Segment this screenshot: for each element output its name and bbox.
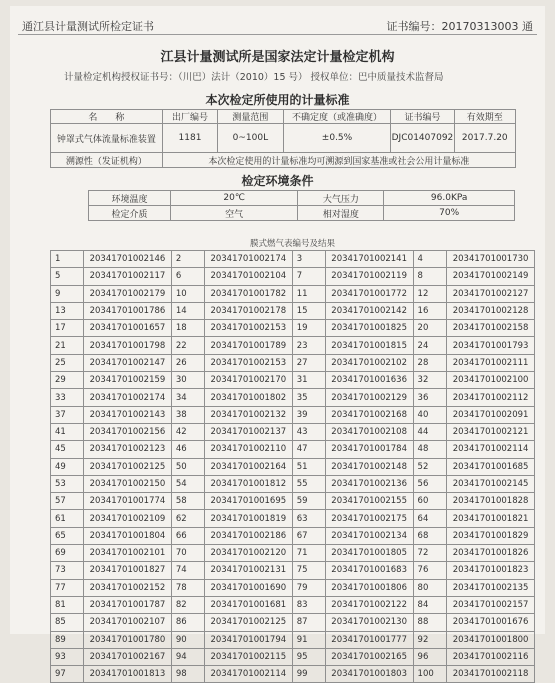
meter-serial: 20341701001802	[204, 389, 292, 406]
meter-index: 37	[51, 406, 84, 423]
standard-valid: 2017.7.20	[454, 124, 515, 153]
meters-body	[51, 251, 535, 683]
table-row	[51, 423, 535, 440]
meter-serial: 20341701001828	[447, 493, 535, 510]
meter-serial: 20341701002115	[204, 648, 292, 665]
meter-index: 86	[171, 614, 204, 631]
meter-index: 52	[413, 458, 447, 475]
meter-index: 87	[292, 614, 325, 631]
meter-index: 62	[171, 510, 204, 527]
environment-title: 检定环境条件	[241, 174, 314, 188]
meter-serial: 20341701001685	[447, 458, 535, 475]
meter-serial: 20341701001695	[204, 493, 292, 510]
medium-label: 检定介质	[89, 206, 171, 221]
meter-index: 24	[413, 337, 447, 354]
meter-serial: 20341701002110	[204, 441, 292, 458]
meter-index: 64	[413, 510, 447, 527]
meter-index: 25	[51, 354, 84, 371]
meter-serial: 20341701002127	[447, 285, 535, 302]
meter-index: 77	[51, 579, 84, 596]
meters-table	[50, 236, 535, 683]
table-row	[51, 475, 535, 492]
meter-index: 49	[51, 458, 84, 475]
meter-serial: 20341701001813	[84, 666, 172, 683]
table-row	[51, 579, 535, 596]
meter-index: 19	[292, 320, 325, 337]
meter-index: 54	[171, 475, 204, 492]
meter-serial: 20341701001676	[447, 614, 535, 631]
meter-serial: 20341701002153	[204, 320, 292, 337]
meter-index: 22	[171, 337, 204, 354]
meter-index: 83	[292, 596, 325, 613]
environment-row-2	[89, 206, 515, 221]
meter-index: 29	[51, 372, 84, 389]
meter-serial: 20341701002150	[84, 475, 172, 492]
meter-serial: 20341701001806	[325, 579, 413, 596]
meter-index: 96	[413, 648, 447, 665]
meter-index: 67	[292, 527, 325, 544]
table-row	[51, 458, 535, 475]
meter-index: 41	[51, 423, 84, 440]
meter-serial: 20341701002137	[204, 423, 292, 440]
meter-serial: 20341701002164	[204, 458, 292, 475]
meter-index: 84	[413, 596, 447, 613]
meter-serial: 20341701002128	[447, 302, 535, 319]
meter-serial: 20341701001829	[447, 527, 535, 544]
meter-index: 23	[292, 337, 325, 354]
meter-serial: 20341701002104	[204, 268, 292, 285]
standards-table	[50, 109, 516, 168]
meter-serial: 20341701001784	[325, 441, 413, 458]
meter-serial: 20341701002108	[325, 423, 413, 440]
meter-serial: 20341701002102	[325, 354, 413, 371]
meter-serial: 20341701001803	[325, 666, 413, 683]
humidity-label: 相对湿度	[298, 206, 384, 221]
meter-serial: 20341701002146	[84, 251, 172, 268]
standard-range: 0~100L	[218, 124, 283, 153]
traceability-text: 本次检定使用的计量标准均可溯源到国家基准或社会公用计量标准	[162, 153, 515, 168]
meter-serial: 20341701001774	[84, 493, 172, 510]
meter-index: 71	[292, 545, 325, 562]
standards-title: 本次检定所使用的计量标准	[205, 93, 350, 107]
meter-index: 61	[51, 510, 84, 527]
meter-index: 3	[292, 251, 325, 268]
table-row	[51, 614, 535, 631]
meter-serial: 20341701001825	[325, 320, 413, 337]
col-valid: 有效期至	[454, 110, 515, 124]
meter-index: 16	[413, 302, 447, 319]
meter-index: 1	[51, 251, 84, 268]
meter-index: 80	[413, 579, 447, 596]
meter-index: 13	[51, 302, 84, 319]
medium-value: 空气	[170, 206, 297, 221]
certificate-page	[10, 6, 545, 680]
table-row	[51, 268, 535, 285]
meter-index: 48	[413, 441, 447, 458]
meter-index: 28	[413, 354, 447, 371]
meter-index: 98	[171, 666, 204, 683]
meter-index: 66	[171, 527, 204, 544]
environment-row-1	[89, 191, 515, 206]
meter-index: 34	[171, 389, 204, 406]
temp-value: 20℃	[170, 191, 297, 206]
org-title: 通江县计量测试所检定证书	[22, 20, 154, 33]
meter-index: 72	[413, 545, 447, 562]
meter-index: 4	[413, 251, 447, 268]
table-row	[51, 337, 535, 354]
meter-index: 27	[292, 354, 325, 371]
meter-index: 14	[171, 302, 204, 319]
meter-serial: 20341701001798	[84, 337, 172, 354]
meter-index: 45	[51, 441, 84, 458]
meter-serial: 20341701002129	[325, 389, 413, 406]
meter-index: 69	[51, 545, 84, 562]
meter-index: 65	[51, 527, 84, 544]
table-row	[51, 545, 535, 562]
meter-serial: 20341701002107	[84, 614, 172, 631]
meter-index: 88	[413, 614, 447, 631]
meter-index: 58	[171, 493, 204, 510]
meter-index: 79	[292, 579, 325, 596]
meter-serial: 20341701002153	[204, 354, 292, 371]
meter-index: 95	[292, 648, 325, 665]
meter-serial: 20341701002170	[204, 372, 292, 389]
meter-serial: 20341701002131	[204, 562, 292, 579]
meter-index: 81	[51, 596, 84, 613]
humidity-value: 70%	[384, 206, 515, 221]
meter-serial: 20341701002143	[84, 406, 172, 423]
meter-index: 46	[171, 441, 204, 458]
meter-index: 75	[292, 562, 325, 579]
meter-index: 20	[413, 320, 447, 337]
meter-serial: 20341701001805	[325, 545, 413, 562]
table-row	[51, 251, 535, 268]
meter-serial: 20341701002091	[447, 406, 535, 423]
col-range: 测量范围	[218, 110, 283, 124]
meter-index: 92	[413, 631, 447, 648]
table-row	[51, 666, 535, 683]
meter-index: 82	[171, 596, 204, 613]
meter-serial: 20341701002165	[325, 648, 413, 665]
table-row	[51, 631, 535, 648]
traceability-row	[51, 153, 516, 168]
col-cert: 证书编号	[391, 110, 454, 124]
meter-index: 38	[171, 406, 204, 423]
meter-index: 50	[171, 458, 204, 475]
meter-serial: 20341701002167	[84, 648, 172, 665]
meter-index: 9	[51, 285, 84, 302]
table-row	[51, 596, 535, 613]
meter-serial: 20341701002156	[84, 423, 172, 440]
page-header	[18, 16, 537, 35]
col-uncertainty: 不确定度（或准确度）	[283, 110, 391, 124]
meter-index: 30	[171, 372, 204, 389]
table-row	[51, 648, 535, 665]
meter-index: 39	[292, 406, 325, 423]
meter-index: 97	[51, 666, 84, 683]
meter-serial: 20341701002125	[204, 614, 292, 631]
meter-serial: 20341701002125	[84, 458, 172, 475]
meter-serial: 20341701002179	[84, 285, 172, 302]
meter-serial: 20341701002122	[325, 596, 413, 613]
meter-index: 60	[413, 493, 447, 510]
meter-index: 51	[292, 458, 325, 475]
authorization-line: 计量检定机构授权证书号：（川巴）法计（2010）15 号） 授权单位：巴中质量技术监督局	[64, 72, 444, 83]
table-row	[51, 320, 535, 337]
meter-index: 43	[292, 423, 325, 440]
meters-caption: 膜式燃气表编号及结果	[249, 239, 335, 249]
standard-name: 钟罩式气体流量标准装置	[51, 124, 163, 153]
pressure-value: 96.0KPa	[384, 191, 515, 206]
meter-serial: 20341701001812	[204, 475, 292, 492]
meter-index: 91	[292, 631, 325, 648]
meter-index: 12	[413, 285, 447, 302]
standard-cert: DJC01407092	[391, 124, 454, 153]
meter-serial: 20341701001804	[84, 527, 172, 544]
meter-serial: 20341701001786	[84, 302, 172, 319]
meter-serial: 20341701002152	[84, 579, 172, 596]
table-row	[51, 510, 535, 527]
col-serial: 出厂编号	[162, 110, 217, 124]
meter-serial: 20341701002157	[447, 596, 535, 613]
meter-serial: 20341701002132	[204, 406, 292, 423]
meter-index: 68	[413, 527, 447, 544]
meter-serial: 20341701001819	[204, 510, 292, 527]
meter-index: 57	[51, 493, 84, 510]
meter-index: 56	[413, 475, 447, 492]
meter-serial: 20341701001793	[447, 337, 535, 354]
meter-serial: 20341701001683	[325, 562, 413, 579]
meter-serial: 20341701001730	[447, 251, 535, 268]
meter-index: 55	[292, 475, 325, 492]
table-row	[51, 493, 535, 510]
meter-serial: 20341701001681	[204, 596, 292, 613]
meter-index: 17	[51, 320, 84, 337]
meter-serial: 20341701001794	[204, 631, 292, 648]
meter-index: 36	[413, 389, 447, 406]
table-row	[51, 372, 535, 389]
meter-index: 5	[51, 268, 84, 285]
meter-serial: 20341701002168	[325, 406, 413, 423]
temp-label: 环境温度	[89, 191, 171, 206]
meter-serial: 20341701001815	[325, 337, 413, 354]
meter-serial: 20341701001823	[447, 562, 535, 579]
meter-index: 99	[292, 666, 325, 683]
meter-index: 26	[171, 354, 204, 371]
meter-serial: 20341701002121	[447, 423, 535, 440]
traceability-label: 溯源性（发证机构）	[51, 153, 163, 168]
meter-index: 11	[292, 285, 325, 302]
meter-serial: 20341701002155	[325, 493, 413, 510]
meter-index: 18	[171, 320, 204, 337]
table-row	[51, 389, 535, 406]
meter-serial: 20341701002147	[84, 354, 172, 371]
meter-index: 42	[171, 423, 204, 440]
institute-title: 江县计量测试所是国家法定计量检定机构	[160, 50, 395, 65]
meter-index: 53	[51, 475, 84, 492]
meter-serial: 20341701001827	[84, 562, 172, 579]
meter-serial: 20341701002158	[447, 320, 535, 337]
meter-index: 31	[292, 372, 325, 389]
meter-serial: 20341701002134	[325, 527, 413, 544]
meter-serial: 20341701002117	[84, 268, 172, 285]
meter-serial: 20341701002175	[325, 510, 413, 527]
meter-index: 76	[413, 562, 447, 579]
meter-serial: 20341701002141	[325, 251, 413, 268]
meter-index: 2	[171, 251, 204, 268]
meter-serial: 20341701002149	[447, 268, 535, 285]
meter-index: 63	[292, 510, 325, 527]
meter-index: 6	[171, 268, 204, 285]
meter-serial: 20341701001777	[325, 631, 413, 648]
meter-serial: 20341701002111	[447, 354, 535, 371]
meter-index: 47	[292, 441, 325, 458]
meter-serial: 20341701002178	[204, 302, 292, 319]
certificate-number: 证书编号：20170313003 通	[386, 20, 533, 33]
meter-serial: 20341701002118	[447, 666, 535, 683]
standard-serial: 1181	[162, 124, 217, 153]
table-row	[51, 354, 535, 371]
meter-serial: 20341701002100	[447, 372, 535, 389]
environment-table	[88, 190, 515, 221]
standards-row	[51, 124, 516, 153]
meter-serial: 20341701002174	[84, 389, 172, 406]
meter-index: 85	[51, 614, 84, 631]
meter-serial: 20341701002109	[84, 510, 172, 527]
meter-serial: 20341701001821	[447, 510, 535, 527]
table-row	[51, 527, 535, 544]
table-row	[51, 441, 535, 458]
meter-serial: 20341701001782	[204, 285, 292, 302]
table-row	[51, 285, 535, 302]
meter-serial: 20341701002120	[204, 545, 292, 562]
meter-serial: 20341701001636	[325, 372, 413, 389]
meter-index: 90	[171, 631, 204, 648]
meter-index: 15	[292, 302, 325, 319]
table-row	[51, 302, 535, 319]
meter-index: 89	[51, 631, 84, 648]
meter-serial: 20341701001789	[204, 337, 292, 354]
meter-serial: 20341701002114	[447, 441, 535, 458]
meter-index: 35	[292, 389, 325, 406]
meter-serial: 20341701001772	[325, 285, 413, 302]
meter-serial: 20341701001800	[447, 631, 535, 648]
meter-serial: 20341701002116	[447, 648, 535, 665]
meter-index: 7	[292, 268, 325, 285]
meter-serial: 20341701002148	[325, 458, 413, 475]
meter-serial: 20341701002136	[325, 475, 413, 492]
meter-index: 93	[51, 648, 84, 665]
meter-serial: 20341701001787	[84, 596, 172, 613]
pressure-label: 大气压力	[298, 191, 384, 206]
meter-index: 21	[51, 337, 84, 354]
col-name: 名 称	[51, 110, 163, 124]
meter-index: 8	[413, 268, 447, 285]
meter-serial: 20341701002145	[447, 475, 535, 492]
meter-index: 100	[413, 666, 447, 683]
table-row	[51, 406, 535, 423]
standard-uncertainty: ±0.5%	[283, 124, 391, 153]
meter-index: 78	[171, 579, 204, 596]
meter-serial: 20341701002101	[84, 545, 172, 562]
meter-index: 70	[171, 545, 204, 562]
meter-index: 73	[51, 562, 84, 579]
meter-serial: 20341701001826	[447, 545, 535, 562]
meter-serial: 20341701002112	[447, 389, 535, 406]
meter-serial: 20341701001690	[204, 579, 292, 596]
meter-index: 74	[171, 562, 204, 579]
meter-index: 94	[171, 648, 204, 665]
meter-index: 32	[413, 372, 447, 389]
meter-serial: 20341701002135	[447, 579, 535, 596]
meter-serial: 20341701001780	[84, 631, 172, 648]
meter-serial: 20341701002123	[84, 441, 172, 458]
meter-index: 33	[51, 389, 84, 406]
standards-header-row	[51, 110, 516, 124]
meter-index: 10	[171, 285, 204, 302]
meter-index: 44	[413, 423, 447, 440]
meter-index: 59	[292, 493, 325, 510]
meter-serial: 20341701002142	[325, 302, 413, 319]
meter-index: 40	[413, 406, 447, 423]
meter-serial: 20341701002159	[84, 372, 172, 389]
meter-serial: 20341701001657	[84, 320, 172, 337]
table-row	[51, 562, 535, 579]
meter-serial: 20341701002114	[204, 666, 292, 683]
meter-serial: 20341701002186	[204, 527, 292, 544]
meter-serial: 20341701002130	[325, 614, 413, 631]
meter-serial: 20341701002119	[325, 268, 413, 285]
meter-serial: 20341701002174	[204, 251, 292, 268]
